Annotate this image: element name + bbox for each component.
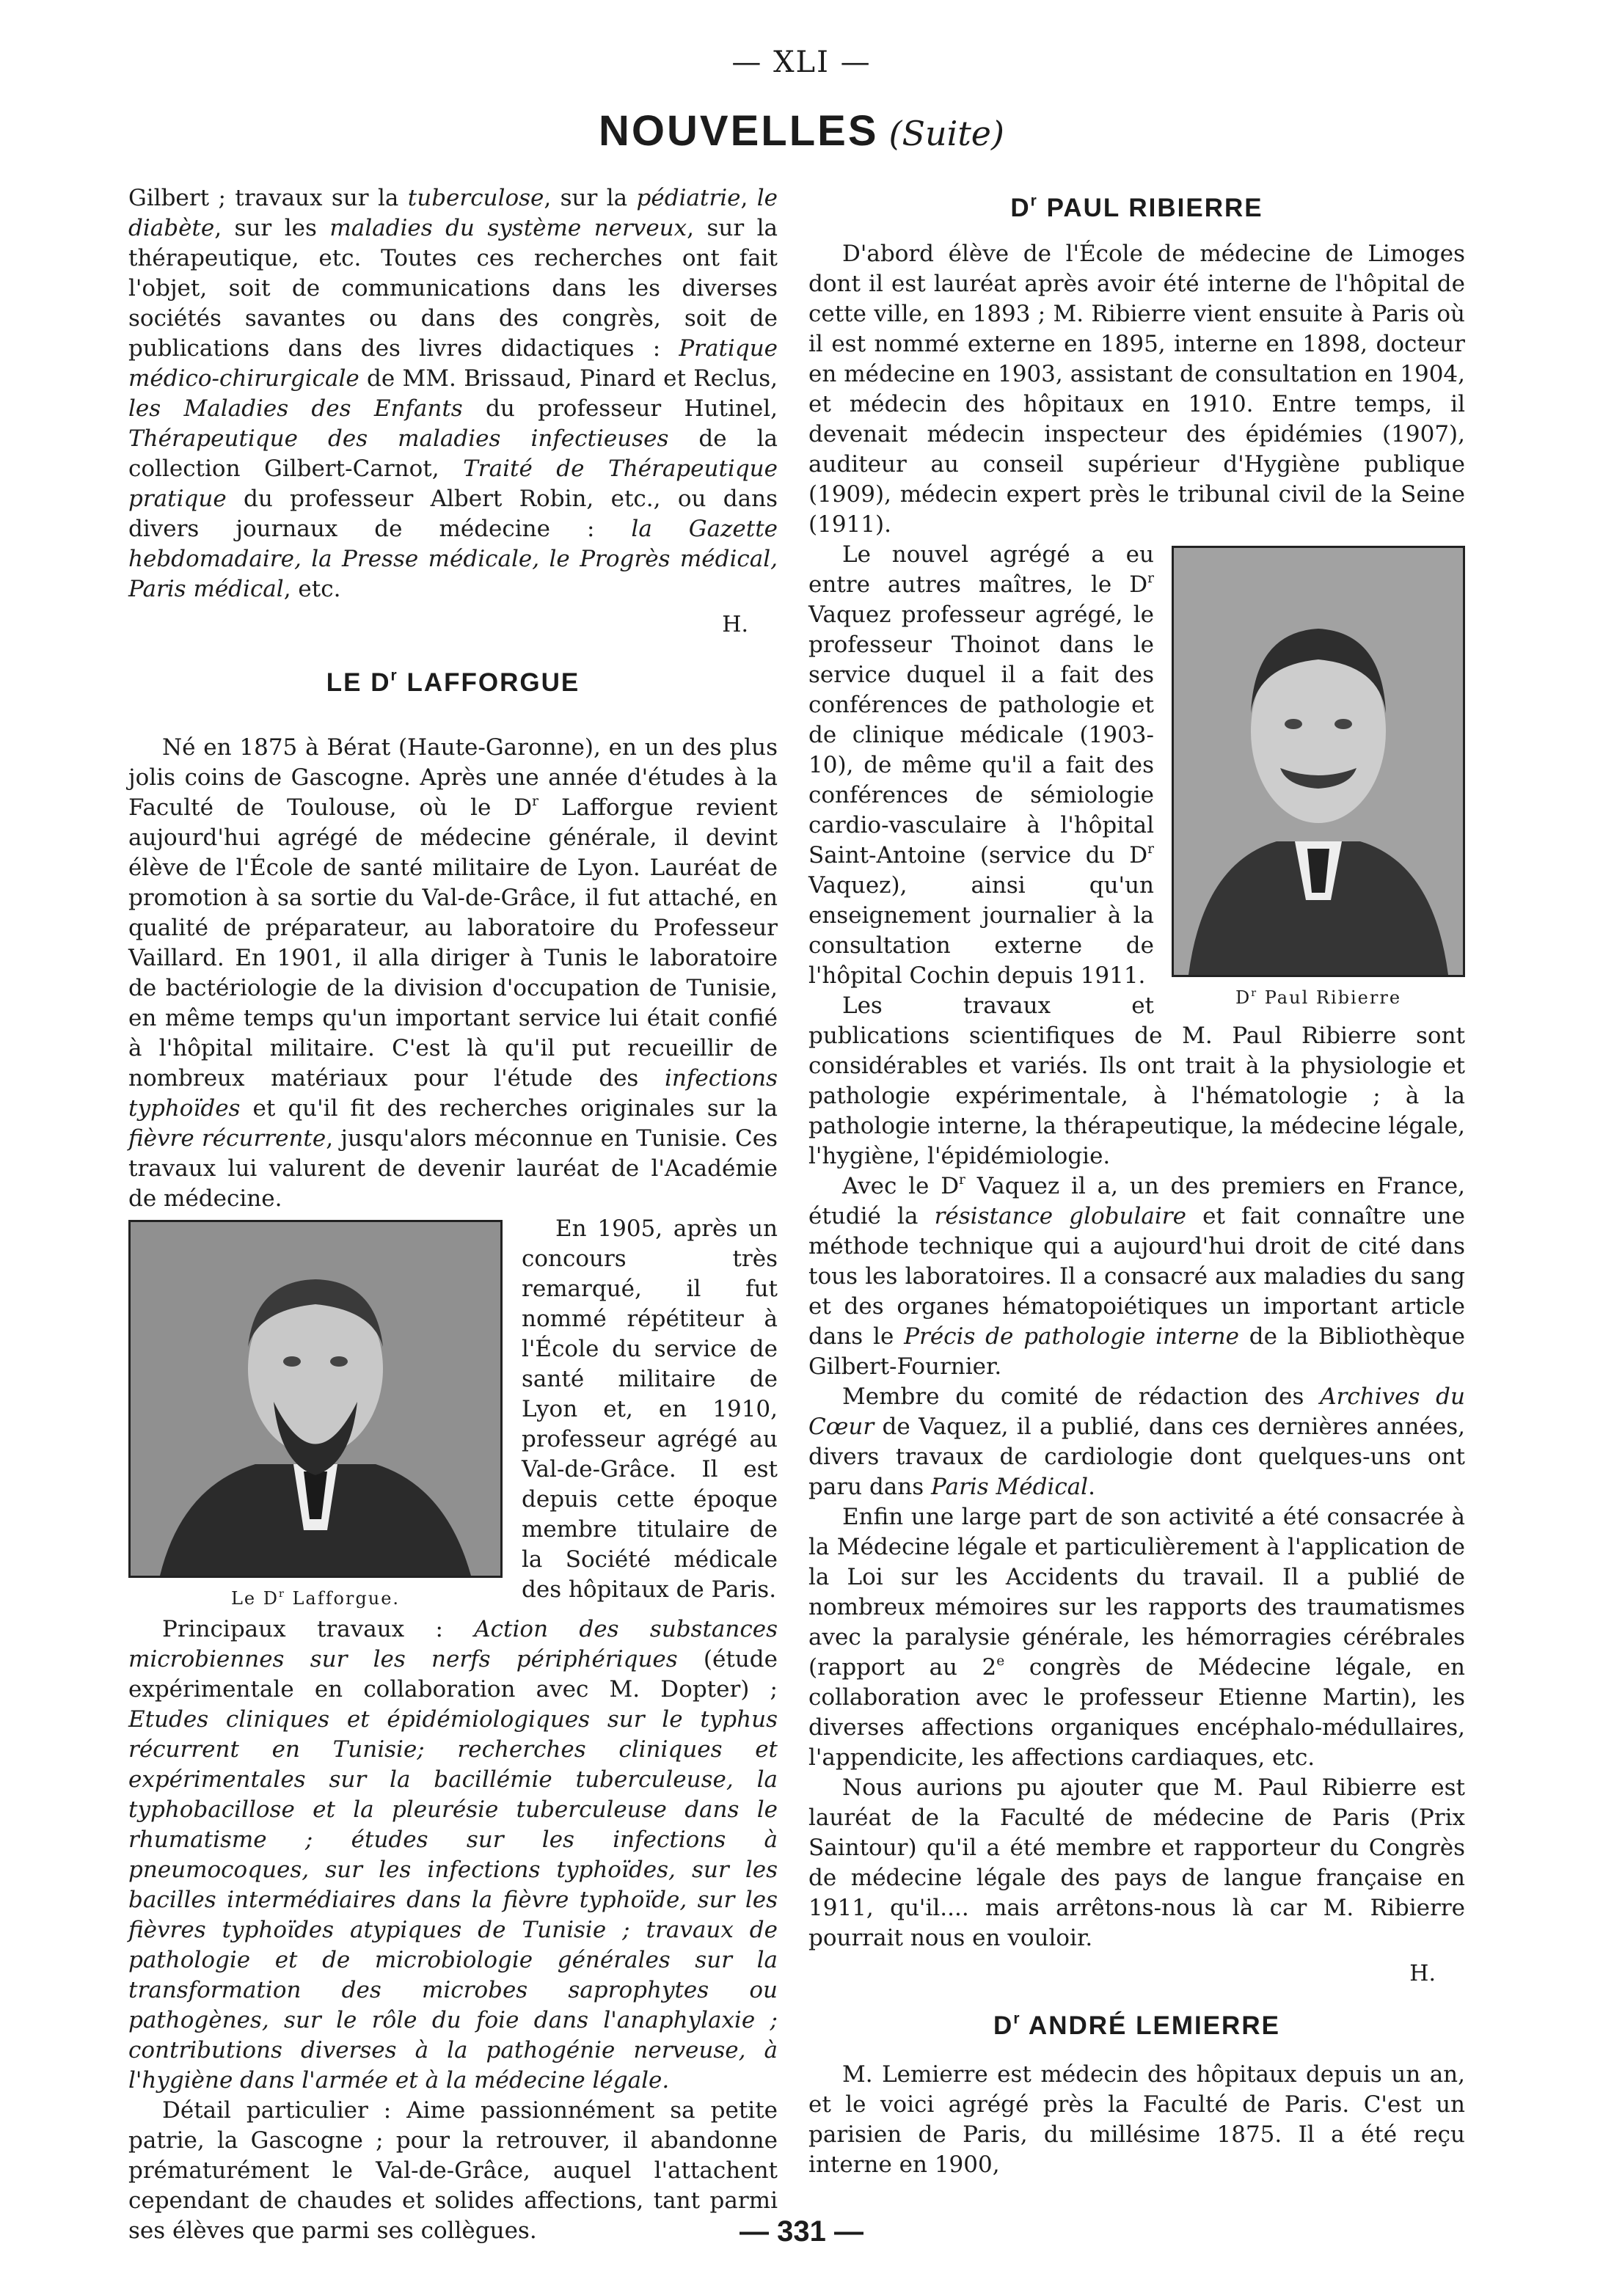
page-number: — 331 — bbox=[740, 2215, 863, 2248]
ribierre-teaching-paragraph: Le nouvel agrégé a eu entre autres maîtres, le $D^r$ Vaquez professeur agrégé, le professeur Thoinot dans le service duquel il a fait des conférences de pathologie et de clinique médicale (1903-10), de même qu'il a fait des conférences de sémiologie cardio-vasculaire à l'hôpital Saint-Antoine (service du $D^r$ Vaquez), ainsi qu'un enseignement journalier à la consultation externe de l'hôpital Cochin depuis 1911. bbox=[808, 541, 1154, 989]
ribierre-heading: $D^r$ PAUL RIBIERRE bbox=[1010, 192, 1263, 222]
lemierre-bio-paragraph: M. Lemierre est médecin des hôpitaux depuis un an, et le voici agrégé près la Faculté de Paris. C'est un parisien de Paris, du millésime 1875. Il a été reçu interne en 1900, bbox=[808, 2061, 1465, 2178]
ribierre-figure bbox=[1172, 546, 1465, 1008]
section-title: NOUVELLES bbox=[599, 107, 879, 155]
ribierre-cardiology-paragraph: Membre du comité de rédaction des Archives du Cœur de Vaquez, il a publié, dans ces dernières années, divers travaux de cardiologie dont quelques-uns ont paru dans Paris Médical. bbox=[808, 1383, 1465, 1500]
ribierre-bio-paragraph: D'abord élève de l'École de médecine de Limoges dont il est lauréat après avoir été interne de l'hôpital de cette ville, en 1893 ; M. Ribierre vient ensuite à Paris où il est nommé externe en 1895, interne en 1898, docteur en médecine en 1903, assistant de consultation en 1904, et médecin des hôpitaux en 1910. Entre temps, il devenait médecin inspecteur des épidémies (1907), auditeur au conseil supérieur d'Hygiène publique (1909), médecin expert près le tribunal civil de la Seine (1911). bbox=[808, 241, 1465, 538]
lafforgue-figure bbox=[128, 1220, 503, 1609]
roman-page-number: — XLI — bbox=[731, 45, 872, 79]
lafforgue-personal-paragraph: Détail particulier : Aime passionnément sa petite patrie, la Gascogne ; pour la retrouver, il abandonne prématurément le Val-de-Grâce, auquel l'attachent cependant de chaudes et solides affections, tant parmi ses élèves que parmi ses collègues. bbox=[128, 2097, 778, 2244]
left-column bbox=[128, 183, 778, 2246]
lafforgue-bio-paragraph: Né en 1875 à Bérat (Haute-Garonne), en un des plus jolis coins de Gascogne. Après une année d'études à la Faculté de Toulouse, où le $D^r$ Lafforgue revient aujourd'hui agrégé de médecine générale, il devint élève de l'École de santé militaire de Lyon. Lauréat de promotion à sa sortie du Val-de-Grâce, il fut attaché, en qualité de préparateur, au laboratoire du Professeur Vaillard. En 1901, il alla diriger à Tunis le laboratoire de bactériologie de la division d'occupation de Tunisie, en même temps qu'un important service lui était confié à l'hôpital militaire. C'est là qu'il put recueillir de nombreux matériaux pour l'étude des infections typhoïdes et qu'il fit des recherches originales sur la fièvre récurrente, jusqu'alors méconnue en Tunisie. Ces travaux lui valurent de devenir lauréat de l'Académie de médecine. bbox=[128, 734, 778, 1212]
ribierre-vaquez-paragraph: Avec le $D^r$ Vaquez il a, un des premiers en France, étudié la résistance globulaire et fait connaître une méthode technique qui a aujourd'hui droit de cité dans tous les laboratoires. Il a consacré aux maladies du sang et des organes hématopoiétiques un important article dans le Précis de pathologie interne de la Bibliothèque Gilbert-Fournier. bbox=[808, 1171, 1465, 1380]
lafforgue-works-paragraph: Principaux travaux : Action des substances microbiennes sur les nerfs périphériques (étude expérimentale en collaboration avec M. Dopter) ; Etudes cliniques et épidémiologiques sur le typhus récurrent en Tunisie; recherches cliniques et expérimentales sur la bacillémie tuberculeuse, la typhobacillose et la pleurésie tuberculeuse dans le rhumatisme ; études sur les infections à pneumocoques, sur les infections typhoïdes, sur les bacilles intermédiaires dans la fièvre typhoïde, sur les fièvres typhoïdes atypiques de Tunisie ; travaux de pathologie et de microbiologie générales sur la transformation des microbes saprophytes ou pathogènes, sur le rôle du foie dans l'anaphylaxie ; contributions diverses à la pathogénie nerveuse, à l'hygiène dans l'armée et à la médecine légale. bbox=[128, 1616, 778, 2094]
signature-initial: H. bbox=[1409, 1961, 1436, 1986]
lemierre-heading: $D^r$ ANDRÉ LEMIERRE bbox=[993, 2010, 1280, 2040]
ribierre-closing-paragraph: Nous aurions pu ajouter que M. Paul Ribierre est lauréat de la Faculté de médecine de Paris (Prix Saintour) qu'il a été membre et rapporteur du Congrès de médecine légale des pays de langue française en 1911, qu'il.... mais arrêtons-nous là car M. Ribierre pourrait nous en vouloir. bbox=[808, 1774, 1465, 1951]
right-column bbox=[808, 183, 1465, 2180]
section-suite: (Suite) bbox=[888, 114, 1004, 153]
lafforgue-caption: Le $D^r$ Lafforgue. bbox=[230, 1587, 401, 1609]
ribierre-legal-medicine-paragraph: Enfin une large part de son activité a été consacrée à la Médecine légale et particulièrement à l'application de la Loi sur les Accidents du travail. Il a publié de nombreux mémoires sur les rapports des traumatismes avec la paralysie générale, les hémorragies cérébrales (rapport au 2e congrès de Médecine légale, en collaboration avec le professeur Etienne Martin), les diverses affections organiques encéphalo-médullaires, l'appendicite, les affections cardiaques, etc. bbox=[808, 1504, 1466, 1771]
lafforgue-portrait-photo bbox=[128, 1220, 503, 1578]
lafforgue-career-paragraph: En 1905, après un concours très remarqué, il fut nommé répétiteur à l'École du service de santé militaire de Lyon et, en 1910, professeur agrégé au Val-de-Grâce. Il est depuis cette époque membre titulaire de la Société médicale des hôpitaux de Paris. bbox=[522, 1215, 778, 1603]
ribierre-works-paragraph: Les travaux et publications scientifiques de M. Paul Ribierre sont considérables et variés. Ils ont trait à la physiologie et pathologie expérimentale, à l'hématologie ; à la pathologie interne, la thérapeutique, la médecine légale, l'hygiène, l'épidémiologie. bbox=[808, 992, 1465, 1169]
lafforgue-heading: LE $D^r$ LAFFORGUE bbox=[326, 667, 580, 697]
ribierre-portrait-photo bbox=[1172, 546, 1465, 977]
signature-initial: H. bbox=[722, 612, 748, 637]
ribierre-caption: $D^r$ Paul Ribierre bbox=[1235, 987, 1402, 1008]
gilbert-continuation-paragraph: Gilbert ; travaux sur la tuberculose, sur la pédiatrie, le diabète, sur les maladies du système nerveux, sur la thérapeutique, etc. Toutes ces recherches ont fait l'objet, soit de communications dans les diverses sociétés savantes ou dans des congrès, soit de publications dans des livres didactiques : Pratique médico-chirurgicale de MM. Brissaud, Pinard et Reclus, les Maladies des Enfants du professeur Hutinel, Thérapeutique des maladies infectieuses de la collection Gilbert-Carnot, Traité de Thérapeutique pratique du professeur Albert Robin, etc., ou dans divers journaux de médecine : la Gazette hebdomadaire, la Presse médicale, le Progrès médical, Paris médical, etc. bbox=[128, 185, 778, 602]
section-banner bbox=[0, 106, 1603, 156]
